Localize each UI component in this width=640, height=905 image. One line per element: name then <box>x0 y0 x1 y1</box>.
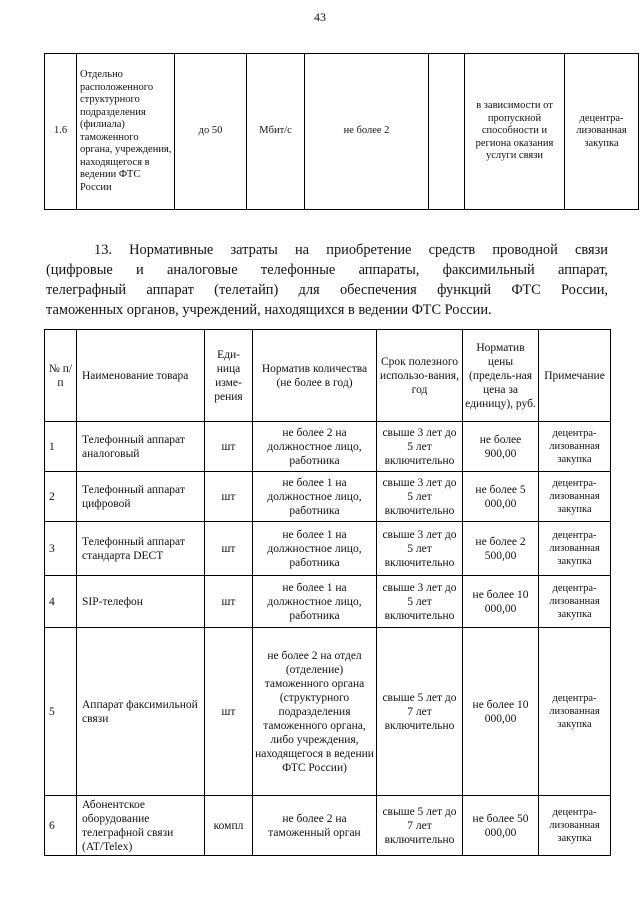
continuation-table <box>44 53 639 210</box>
table-row <box>45 522 611 576</box>
row-unit: Мбит/с <box>247 54 305 210</box>
table-row <box>45 576 611 628</box>
cell-term: свыше 5 лет до 7 лет включительно <box>377 796 463 856</box>
cell-quantity: не более 1 на должностное лицо, работника <box>253 522 377 576</box>
cell-num: 5 <box>45 628 77 796</box>
cell-name: Аппарат факсимильной связи <box>77 628 205 796</box>
cell-num: 2 <box>45 472 77 522</box>
cell-num: 6 <box>45 796 77 856</box>
cell-quantity: не более 1 на должностное лицо, работника <box>253 472 377 522</box>
cell-unit: шт <box>205 576 253 628</box>
row-note: децентра-лизованная закупка <box>565 54 639 210</box>
cell-note: децентра-лизованная закупка <box>539 576 611 628</box>
cell-price: не более 5 000,00 <box>463 472 539 522</box>
cell-quantity: не более 2 на должностное лицо, работника <box>253 422 377 472</box>
cell-note: децентра-лизованная закупка <box>539 628 611 796</box>
header-note: Примечание <box>539 330 611 422</box>
table-row <box>45 54 639 210</box>
table-row <box>45 796 611 856</box>
cell-name: Абонентское оборудование телеграфной связи (AT/Telex) <box>77 796 205 856</box>
cell-num: 4 <box>45 576 77 628</box>
cell-quantity: не более 2 на отдел (отделение) таможенного органа (структурного подразделения таможенного органа, либо учреждения, находящегося в ведении ФТС России) <box>253 628 377 796</box>
row-empty-cell <box>429 54 465 210</box>
cell-unit: шт <box>205 422 253 472</box>
cell-unit: шт <box>205 522 253 576</box>
table-header-row <box>45 330 611 422</box>
cell-price: не более 50 000,00 <box>463 796 539 856</box>
cell-unit: шт <box>205 628 253 796</box>
cell-name: Телефонный аппарат аналоговый <box>77 422 205 472</box>
wired-equipment-table <box>44 329 611 856</box>
cell-term: свыше 5 лет до 7 лет включительно <box>377 628 463 796</box>
row-quantity: не более 2 <box>305 54 429 210</box>
table-row <box>45 628 611 796</box>
paragraph-line: 13. Нормативные затраты на приобретение средств проводной связи <box>94 242 608 258</box>
cell-unit: шт <box>205 472 253 522</box>
cell-note: децентра-лизованная закупка <box>539 522 611 576</box>
cell-name: Телефонный аппарат цифровой <box>77 472 205 522</box>
cell-unit: компл <box>205 796 253 856</box>
header-term: Срок полезного использо-вания, год <box>377 330 463 422</box>
header-num: № п/п <box>45 330 77 422</box>
header-unit: Еди-ница изме-рения <box>205 330 253 422</box>
cell-name: Телефонный аппарат стандарта DECT <box>77 522 205 576</box>
header-price: Норматив цены (предель-ная цена за единицу), руб. <box>463 330 539 422</box>
cell-quantity: не более 1 на должностное лицо, работника <box>253 576 377 628</box>
row-value: до 50 <box>175 54 247 210</box>
cell-price: не более 900,00 <box>463 422 539 472</box>
header-quantity: Норматив количества (не более в год) <box>253 330 377 422</box>
cell-price: не более 2 500,00 <box>463 522 539 576</box>
cell-term: свыше 3 лет до 5 лет включительно <box>377 522 463 576</box>
cell-term: свыше 3 лет до 5 лет включительно <box>377 576 463 628</box>
section-13-paragraph <box>46 240 608 320</box>
row-name: Отдельно расположенного структурного подразделения (филиала) таможенного органа, учреждения, находящегося в ведении ФТС России <box>77 54 175 210</box>
cell-quantity: не более 2 на таможенный орган <box>253 796 377 856</box>
cell-term: свыше 3 лет до 5 лет включительно <box>377 422 463 472</box>
page-number: 43 <box>314 10 326 24</box>
cell-note: децентра-лизованная закупка <box>539 422 611 472</box>
paragraph-line: телеграфный аппарат (телетайп) для обеспечения функций ФТС России, <box>46 282 608 298</box>
cell-price: не более 10 000,00 <box>463 628 539 796</box>
paragraph-line: таможенных органов, учреждений, находящихся в ведении ФТС России. <box>46 302 492 318</box>
cell-num: 3 <box>45 522 77 576</box>
cell-name: SIP-телефон <box>77 576 205 628</box>
cell-price: не более 10 000,00 <box>463 576 539 628</box>
cell-num: 1 <box>45 422 77 472</box>
paragraph-line: (цифровые и аналоговые телефонные аппараты, факсимильный аппарат, <box>46 262 608 278</box>
table-row <box>45 472 611 522</box>
cell-note: децентра-лизованная закупка <box>539 472 611 522</box>
header-name: Наименование товара <box>77 330 205 422</box>
table-row <box>45 422 611 472</box>
row-number: 1.6 <box>45 54 77 210</box>
cell-term: свыше 3 лет до 5 лет включительно <box>377 472 463 522</box>
row-condition: в зависимости от пропускной способности и региона оказания услуги связи <box>465 54 565 210</box>
cell-note: децентра-лизованная закупка <box>539 796 611 856</box>
